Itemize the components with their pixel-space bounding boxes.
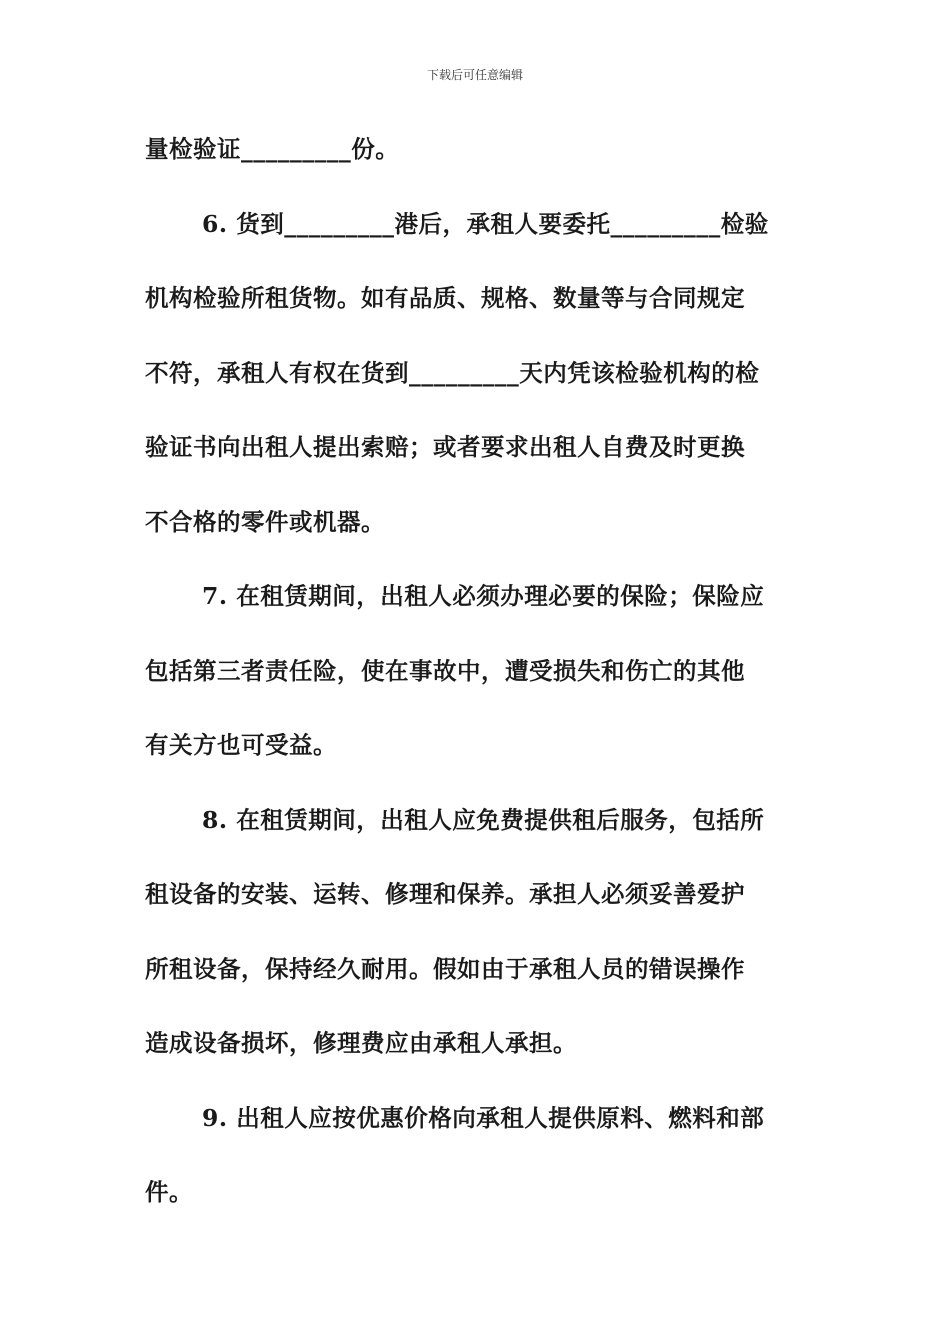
text-line: 不合格的零件或机器。 [145, 507, 385, 536]
text-line: 租设备的安装、运转、修理和保养。承担人必须妥善爱护 [145, 880, 745, 908]
page-header: 下载后可任意编辑 [426, 68, 523, 82]
clause-8-line: 8. 在租赁期间，出租人应免费提供租后服务，包括所 [202, 805, 765, 834]
text-line: 件。 [145, 1178, 193, 1206]
text-line: 验证书向出租人提出索赔；或者要求出租人自费及时更换 [145, 433, 745, 461]
text-line: 造成设备损坏，修理费应由承租人承担。 [145, 1029, 577, 1057]
text-line: 不符，承租人有权在货到_________天内凭该检验机构的检 [145, 358, 760, 387]
text-line: 机构检验所租货物。如有品质、规格、数量等与合同规定 [145, 284, 745, 312]
document-body [145, 122, 805, 1240]
clause-7-line: 7. 在租赁期间，出租人必须办理必要的保险；保险应 [202, 582, 765, 610]
text-line: 量检验证_________份。 [145, 135, 400, 163]
clause-9-line: 9. 出租人应按优惠价格向承租人提供原料、燃料和部 [202, 1103, 765, 1132]
text-line: 有关方也可受益。 [145, 731, 337, 759]
text-line: 所租设备，保持经久耐用。假如由于承租人员的错误操作 [145, 954, 745, 983]
clause-6-line: 6. 货到_________港后，承租人要委托_________检验 [202, 209, 769, 238]
text-line: 包括第三者责任险，使在事故中，遭受损失和伤亡的其他 [145, 656, 745, 685]
